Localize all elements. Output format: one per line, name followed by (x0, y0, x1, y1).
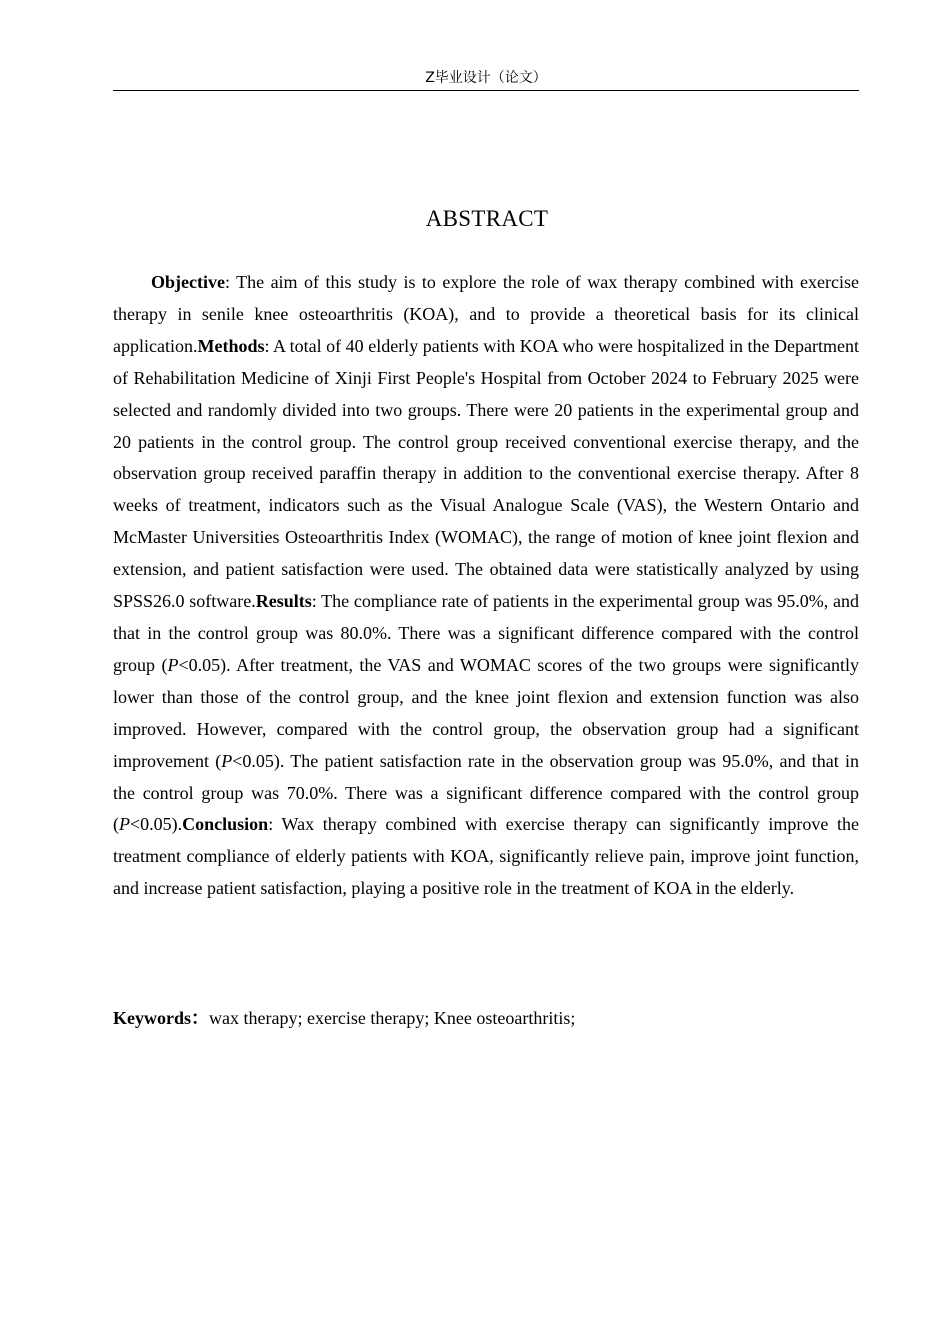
methods-text: : A total of 40 elderly patients with KOA who were hospitalized in the Department of Rehabilitation Medicine of Xinji First People's Hospital from October 2024 to February 2025 were selected and randomly divided into two groups. There were 20 patients in the experimental group and 20 patients in the control group. The control group received conventional exercise therapy, and the observation group received paraffin therapy in addition to the conventional exercise therapy. After 8 weeks of treatment, indicators such as the Visual Analogue Scale (VAS), the Western Ontario and McMaster Universities Osteoarthritis Index (WOMAC), the range of motion of knee joint flexion and extension, and patient satisfaction were used. The obtained data were statistically analyzed by using SPSS26.0 software. (113, 335, 859, 612)
objective-label: Objective (151, 272, 225, 292)
p-value-symbol: P (119, 814, 130, 835)
conclusion-label: Conclusion (182, 814, 269, 835)
keywords-label: Keywords： (113, 1008, 209, 1028)
abstract-paragraph (113, 267, 859, 905)
results-text: : The compliance rate of patients in the experimental group was 95.0%, and that in the control group was 80.0%. There was a significant difference compared with the control group ( (113, 591, 859, 675)
results-text: <0.05). (130, 814, 183, 835)
page-title: ABSTRACT (425, 206, 549, 231)
keywords-line (113, 1003, 859, 1035)
results-text: <0.05). After treatment, the VAS and WOMAC scores of the two groups were significantly lower than those of the control group, and the knee joint flexion and extension function was also improved. However, compared with the control group, the observation group had a significant improvement ( (113, 654, 859, 771)
keywords-text: wax therapy; exercise therapy; Knee osteoarthritis; (209, 1008, 576, 1028)
methods-label: Methods (197, 335, 265, 356)
results-label: Results (255, 591, 312, 612)
conclusion-text: : Wax therapy combined with exercise therapy can significantly improve the treatment compliance of elderly patients with KOA, significantly relieve pain, improve joint function, and increase patient satisfaction, playing a positive role in the treatment of KOA in the elderly. (113, 814, 859, 899)
p-value-symbol: P (167, 654, 179, 675)
page-header: Z毕业设计（论文） (113, 66, 859, 91)
objective-text: : The aim of this study is to explore the role of wax therapy combined with exercise therapy in senile knee osteoarthritis (KOA), and to provide a theoretical basis for its clinical application. (113, 272, 859, 356)
results-text: <0.05). The patient satisfaction rate in the observation group was 95.0%, and that in the control group was 70.0%. There was a significant difference compared with the control group ( (113, 750, 859, 835)
p-value-symbol: P (221, 750, 233, 771)
